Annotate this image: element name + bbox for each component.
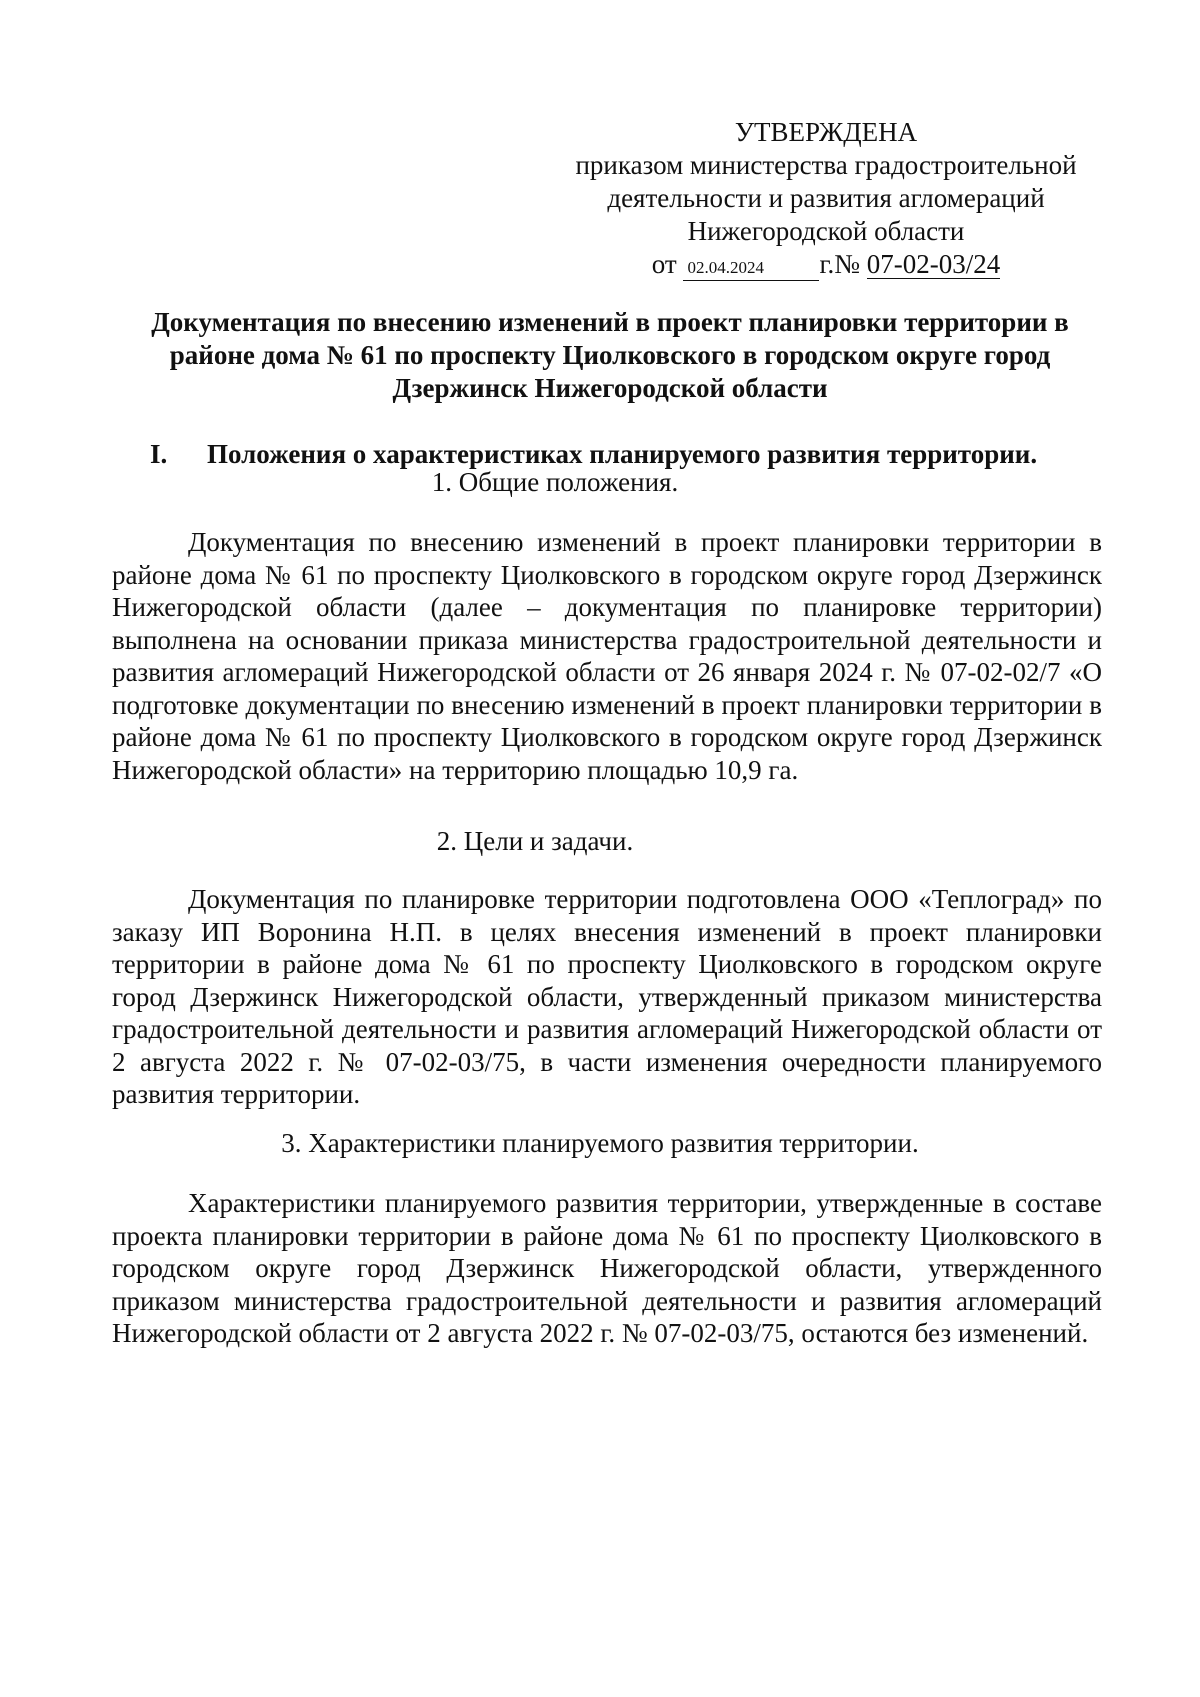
approval-number: 07-02-03/24 xyxy=(866,249,1001,279)
section-number: I. xyxy=(150,439,168,469)
subsection-heading-3: 3. Характеристики планируемого развития территории. xyxy=(281,1128,919,1158)
subsection-paragraph-2: Документация по планировке территории подготовлена ООО «Теплоград» по заказу ИП Воронина Н.П. в целях внесения изменений в проект планировки территории в районе дома № 61 по проспекту Циолковского в городском округе город Дзержинск Нижегородской области, утвержденный приказом министерства градостроительной деятельности и развития агломераций Нижегородской области от 2 августа 2022 г. № 07-02-03/75, в части изменения очередности планируемого развития территории. xyxy=(112,884,1102,1109)
approval-date: 02.04.2024 xyxy=(683,256,819,281)
approval-line-3: Нижегородской области xyxy=(687,216,965,246)
subsection-paragraph-3: Характеристики планируемого развития территории, утвержденные в составе проекта планировки территории в районе дома № 61 по проспекту Циолковского в городском округе город Дзержинск Нижегородской области, утвержденного приказом министерства градостроительной деятельности и развития агломераций Нижегородской области от 2 августа 2022 г. № 07-02-03/75, остаются без изменений. xyxy=(112,1188,1102,1348)
subsection-heading-1: 1. Общие положения. xyxy=(431,467,679,497)
approval-line-1: приказом министерства градостроительной xyxy=(575,150,1077,180)
subsection-paragraph-1: Документация по внесению изменений в проект планировки территории в районе дома № 61 по проспекту Циолковского в городском округе город Дзержинск Нижегородской области (далее – документация по планировке территории) выполнена на основании приказа министерства градостроительной деятельности и развития агломераций Нижегородской области от 26 января 2024 г. № 07-02-02/7 «О подготовке документации по внесению изменений в проект планировки территории в районе дома № 61 по проспекту Циолковского в городском округе город Дзержинск Нижегородской области» на территорию площадью 10,9 га. xyxy=(112,527,1102,785)
approval-line-2: деятельности и развития агломераций xyxy=(607,183,1045,213)
date-prefix: от xyxy=(651,249,677,279)
number-prefix: г.№ xyxy=(819,249,860,279)
document-title: Документация по внесению изменений в проект планировки территории в районе дома № 61 по проспекту Циолковского в городском округе город Дзержинск Нижегородской области xyxy=(151,307,1069,403)
subsection-heading-2: 2. Цели и задачи. xyxy=(436,826,634,856)
approval-block xyxy=(560,116,1092,281)
approval-title: УТВЕРЖДЕНА xyxy=(734,117,918,147)
approval-date-line xyxy=(560,248,1092,281)
section-heading-text: Положения о характеристиках планируемого развития территории. xyxy=(207,439,1038,469)
